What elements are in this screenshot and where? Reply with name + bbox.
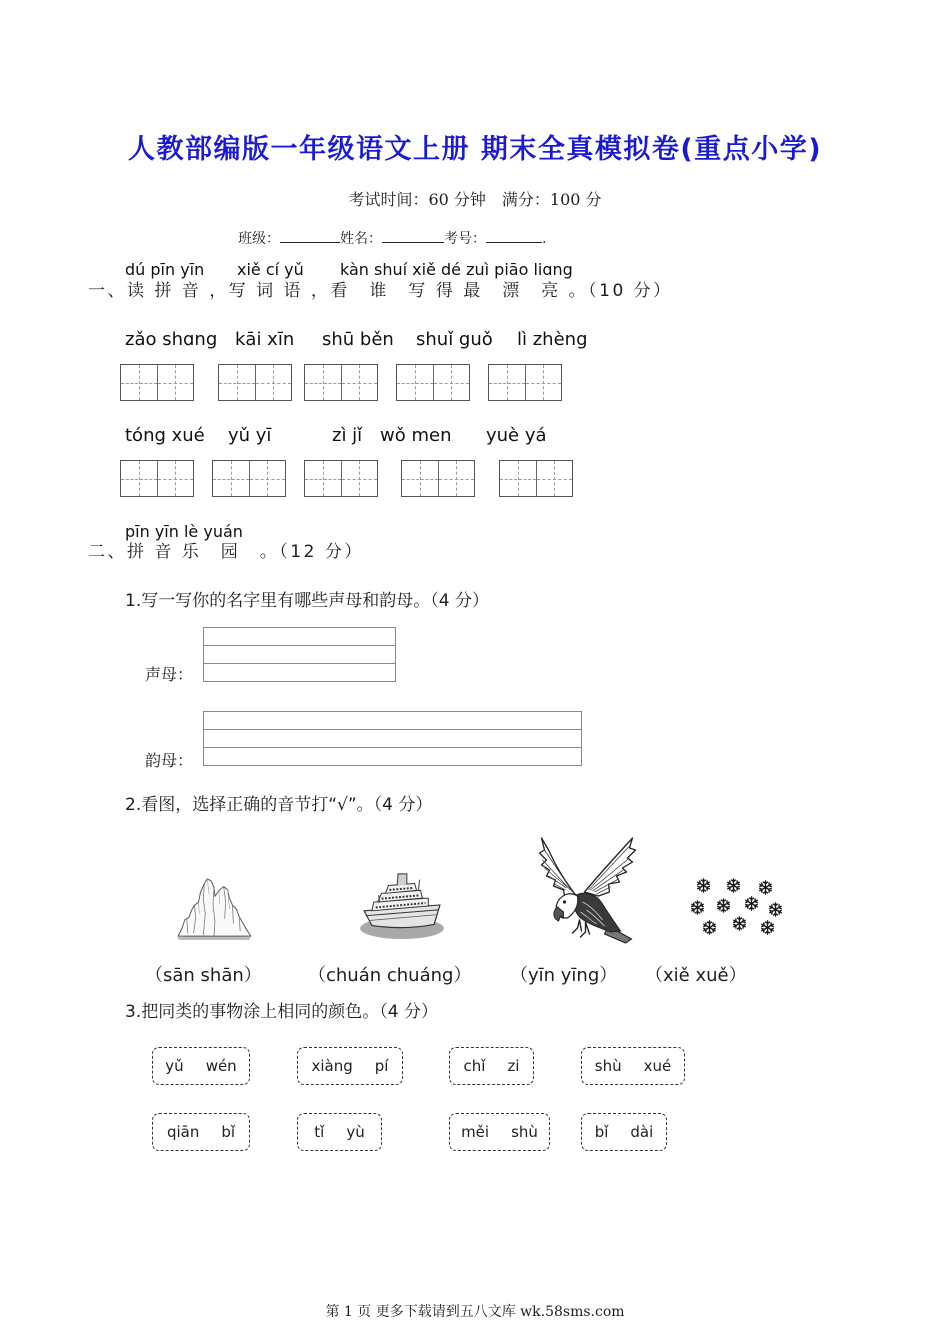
grid-cell: [500, 461, 536, 496]
word-pinyin: zì jǐ: [332, 425, 363, 446]
grid-cell: [341, 365, 378, 400]
card-syllable: bǐ: [594, 1123, 609, 1141]
word-pinyin: tóng xué: [125, 425, 205, 446]
grid-cell: [157, 461, 194, 496]
word-card: [449, 1047, 534, 1085]
snowflakes-options: （xiě xuě）: [645, 965, 747, 986]
card-syllable: zi: [507, 1057, 520, 1075]
ship-options: （chuán chuáng）: [308, 965, 472, 986]
snowflake: [727, 879, 740, 892]
initials-writing-lines: [203, 627, 396, 682]
writing-grid: [499, 460, 573, 497]
snowflakes-icon: [688, 876, 784, 938]
writing-line: [204, 663, 395, 682]
card-syllable: qiān: [166, 1123, 200, 1141]
section1-pinyin-1: dú pīn yīn: [125, 260, 205, 279]
word-pinyin: shuǐ guǒ: [416, 329, 493, 350]
card-syllable: bǐ: [221, 1123, 236, 1141]
writing-grid: [212, 460, 286, 497]
eagle-left-wing: [540, 838, 577, 896]
grid-cell: [438, 461, 475, 496]
initials-label: 声母：: [145, 665, 194, 684]
card-syllable: yù: [346, 1123, 365, 1141]
snowflake: [697, 879, 710, 892]
writing-grid: [304, 364, 378, 401]
card-syllable: shù: [594, 1057, 622, 1075]
grid-cell: [341, 461, 378, 496]
snowflake: [691, 901, 704, 914]
writing-line: [204, 645, 395, 663]
snowflake: [717, 899, 730, 912]
ship-funnel: [397, 874, 407, 886]
writing-grid: [218, 364, 292, 401]
card-syllable: tǐ: [314, 1123, 325, 1141]
grid-cell: [121, 461, 157, 496]
grid-cell: [489, 365, 525, 400]
word-pinyin: wǒ men: [380, 425, 452, 446]
writing-line: [204, 747, 581, 766]
word-card: [297, 1113, 382, 1151]
snowflake: [745, 897, 758, 910]
card-syllable: xiàng: [311, 1057, 353, 1075]
end-mark: .: [542, 231, 547, 247]
snowflake: [703, 921, 716, 934]
id-blank: [486, 229, 542, 243]
page-title: 人教部编版一年级语文上册 期末全真模拟卷(重点小学): [127, 134, 823, 165]
word-pinyin: lì zhèng: [517, 329, 588, 350]
id-label: 考号：: [444, 231, 486, 247]
eagle-talons: [573, 920, 590, 937]
grid-cell: [213, 461, 249, 496]
card-syllable: dài: [630, 1123, 654, 1141]
mountain-icon: [175, 875, 253, 941]
writing-grid: [488, 364, 562, 401]
card-syllable: wén: [205, 1057, 237, 1075]
word-pinyin: yǔ yī: [228, 425, 272, 446]
writing-grid: [120, 364, 194, 401]
eagle-icon: [532, 836, 638, 944]
mountain-options: （sān shān）: [145, 965, 262, 986]
word-pinyin: zǎo shɑng: [125, 329, 218, 350]
snowflake: [761, 921, 774, 934]
card-syllable: yǔ: [165, 1057, 184, 1075]
card-syllable: chǐ: [463, 1057, 486, 1075]
grid-cell: [397, 365, 433, 400]
grid-cell: [121, 365, 157, 400]
finals-writing-lines: [203, 711, 582, 766]
card-syllable: měi: [461, 1123, 490, 1141]
writing-grid: [401, 460, 475, 497]
word-card: [297, 1047, 403, 1085]
grid-cell: [219, 365, 255, 400]
ship-icon: [358, 868, 446, 940]
section1-pinyin-3: kàn shuí xiě dé zuì piāo liɑng: [340, 260, 573, 279]
word-card: [581, 1113, 667, 1151]
class-label: 班级：: [238, 231, 280, 247]
writing-grid: [304, 460, 378, 497]
grid-cell: [305, 461, 341, 496]
snowflake: [759, 881, 772, 894]
exam-info: 考试时间：60 分钟 满分：100 分: [348, 190, 602, 209]
page-footer: 第 1 页 更多下载请到五八文库 wk.58sms.com: [325, 1304, 625, 1320]
eagle-options: （yīn yīng）: [510, 965, 618, 986]
grid-cell: [525, 365, 562, 400]
name-blank: [382, 229, 444, 243]
question-3-prompt: 3.把同类的事物涂上相同的颜色。（4 分）: [125, 1002, 438, 1022]
eagle-eye: [563, 900, 566, 903]
card-syllable: shù: [511, 1123, 538, 1141]
name-label: 姓名：: [340, 231, 382, 247]
section2-heading: 二、拼 音 乐 园 。（12 分）: [88, 542, 364, 562]
grid-cell: [157, 365, 194, 400]
student-info-line: [238, 229, 546, 246]
finals-label: 韵母：: [145, 751, 194, 770]
question-2-prompt: 2.看图，选择正确的音节打“√”。（4 分）: [125, 795, 433, 815]
section2-pinyin: pīn yīn lè yuán: [125, 522, 243, 541]
word-card: [152, 1113, 250, 1151]
word-card: [581, 1047, 685, 1085]
snowflake: [733, 917, 746, 930]
grid-cell: [433, 365, 470, 400]
writing-line: [204, 627, 395, 645]
writing-grid: [396, 364, 470, 401]
writing-line: [204, 711, 581, 729]
section1-pinyin-2: xiě cí yǔ: [237, 260, 304, 279]
writing-grid: [120, 460, 194, 497]
question-1-prompt: 1.写一写你的名字里有哪些声母和韵母。（4 分）: [125, 591, 489, 611]
word-pinyin: shū běn: [322, 329, 394, 350]
card-syllable: pí: [374, 1057, 389, 1075]
snowflake: [769, 903, 782, 916]
grid-cell: [305, 365, 341, 400]
grid-cell: [402, 461, 438, 496]
class-blank: [280, 229, 340, 243]
writing-line: [204, 729, 581, 747]
word-pinyin: kāi xīn: [235, 329, 295, 350]
grid-cell: [255, 365, 292, 400]
grid-cell: [536, 461, 573, 496]
card-syllable: xué: [643, 1057, 672, 1075]
word-card: [449, 1113, 550, 1151]
section1-heading: 一、读 拼 音 ，写 词 语 ，看 谁 写 得 最 漂 亮 。（10 分）: [88, 281, 673, 301]
grid-cell: [249, 461, 286, 496]
word-pinyin: yuè yá: [486, 425, 547, 446]
word-card: [152, 1047, 250, 1085]
